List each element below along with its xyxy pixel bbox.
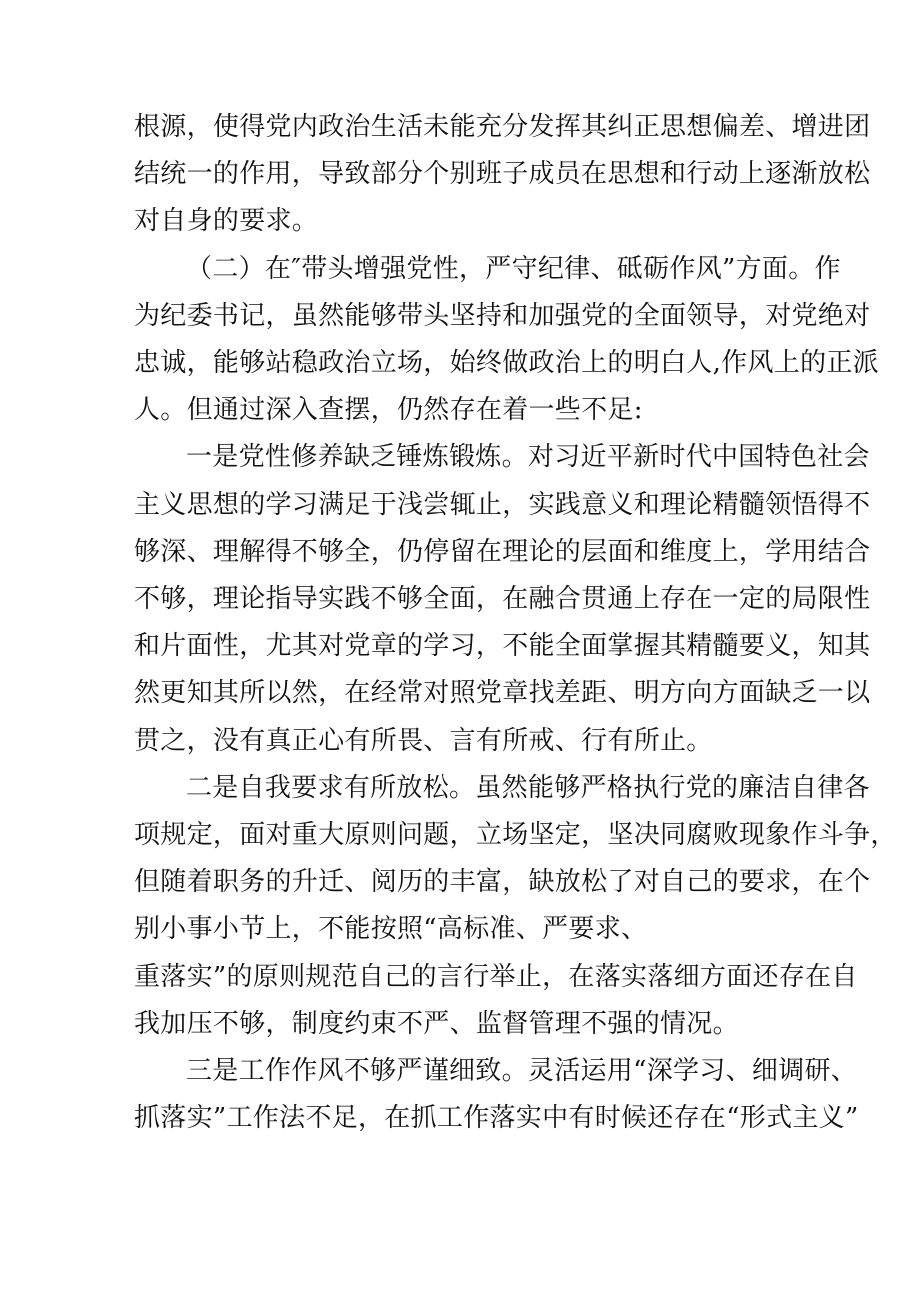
text-line: 别小事小节上，不能按照“高标准、严要求、 bbox=[134, 914, 648, 945]
paragraph bbox=[134, 104, 871, 246]
text-line: 三是工作作风不够严谨细致。灵活运用“深学习、细调研、 bbox=[186, 1056, 858, 1087]
text-line: 对自身的要求。 bbox=[134, 206, 319, 237]
paragraph bbox=[134, 1048, 859, 1142]
text-line: 结统一的作用，导致部分个别班子成员在思想和行动上逐渐放松 bbox=[134, 159, 871, 190]
text-line: 不够，理论指导实践不够全面，在融合贯通上存在一定的局限性 bbox=[134, 584, 871, 615]
paragraph bbox=[134, 765, 897, 1048]
text-line: 抓落实”工作法不足，在抓工作落实中有时候还存在“形式主义” bbox=[134, 1103, 859, 1134]
text-line: 我加压不够，制度约束不严、监督管理不强的情况。 bbox=[134, 1008, 739, 1039]
text-line: 和片面性，尤其对党章的学习，不能全面掌握其精髓要义，知其 bbox=[134, 631, 871, 662]
text-line: 二是自我要求有所放松。虽然能够严格执行党的廉洁自律各 bbox=[186, 772, 870, 803]
text-line: 贯之，没有真正心有所畏、言有所戒、行有所止。 bbox=[134, 725, 713, 756]
text-line: 项规定，面对重大原则问题，立场坚定，坚决同腐败现象作斗争， bbox=[134, 820, 897, 851]
text-line: 主义思想的学习满足于浅尝辄止，实践意义和理论精髓领悟得不 bbox=[134, 489, 871, 520]
paragraph bbox=[134, 246, 879, 435]
text-line: 为纪委书记，虽然能够带头坚持和加强党的全面领导，对党绝对 bbox=[134, 300, 871, 331]
text-line: 人。但通过深入查摆，仍然存在着一些不足: bbox=[134, 395, 643, 426]
text-line: 忠诚，能够站稳政治立场，始终做政治上的明白人,作风上的正派 bbox=[134, 348, 879, 379]
text-line: 一是党性修养缺乏锤炼锻炼。对习近平新时代中国特色社会 bbox=[186, 442, 870, 473]
paragraph bbox=[134, 434, 871, 764]
text-line: 根源，使得党内政治生活未能充分发挥其纠正思想偏差、增进团 bbox=[134, 112, 871, 142]
text-line: 然更知其所以然，在经常对照党章找差距、明方向方面缺乏一以 bbox=[134, 678, 871, 709]
document-body bbox=[134, 104, 897, 1142]
text-line: 够深、理解得不够全，仍停留在理论的层面和维度上，学用结合 bbox=[134, 536, 871, 567]
text-line: 重落实”的原则规范自己的言行举止，在落实落细方面还存在自 bbox=[134, 961, 858, 992]
text-line: 但随着职务的升迁、阅历的丰富，缺放松了对自己的要求，在个 bbox=[134, 867, 871, 898]
text-line: （二）在″带头增强党性，严守纪律、砥砺作风”方面。作 bbox=[186, 253, 841, 284]
